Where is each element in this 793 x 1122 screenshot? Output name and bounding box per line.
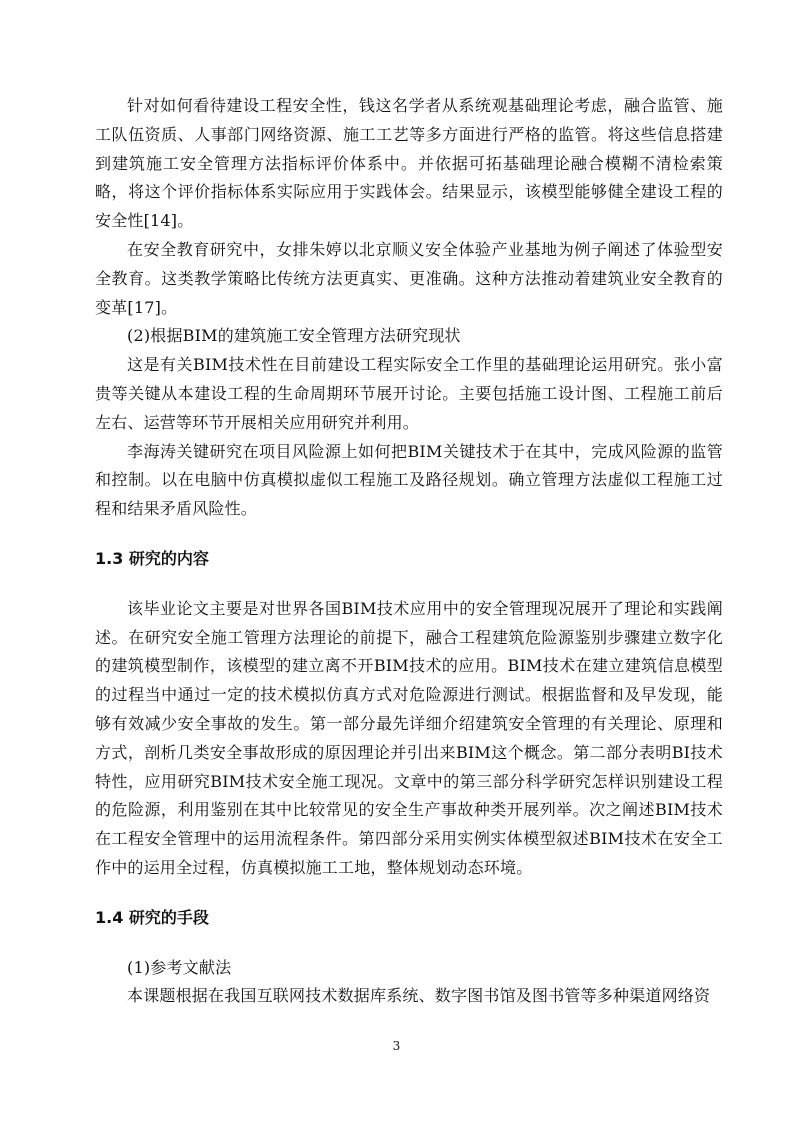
paragraph-research-content: 该毕业论文主要是对世界各国BIM技术应用中的安全管理现况展开了理论和实践阐述。在研究安全施工管理方法理论的前提下，融合工程建筑危险源鉴别步骤建立数字化的建筑模型制作，该模型的建立离不开BIM技术的应用。BIM技术在建立建筑信息模型的过程当中通过一定的技术模拟仿真方式对危险源进行测试。根据监督和及早发现，能够有效减少安全事故的发生。第一部分最先详细介绍建筑安全管理的有关理论、原理和方式，剖析几类安全事故形成的原因理论并引出来BIM这个概念。第二部分表明BI技术特性，应用研究BIM技术安全施工现况。文章中的第三部分科学研究怎样识别建设工程的危险源，利用鉴别在其中比较常见的安全生产事故种类开展列举。次之阐述BIM技术在工程安全管理中的运用流程条件。第四部分采用实例实体模型叙述BIM技术在安全工作中的运用全过程，仿真模拟施工工地，整体规划动态环境。 (95, 598, 723, 877)
subheading-literature-method: (1)参考文献法 (127, 957, 232, 977)
paragraph-safety-evaluation: 针对如何看待建设工程安全性，钱这名学者从系统观基础理论考虑，融合监管、施工队伍资质、人事部门网络资源、施工工艺等多方面进行严格的监管。将这些信息搭建到建筑施工安全管理方法指标评价体系中。并依据可拓基础理论融合模糊不清检索策略，将这个评价指标体系实际应用于实践体会。结果显示，该模型能够健全建设工程的安全性[14]。 (95, 96, 723, 231)
paragraph-bim-lifecycle: 这是有关BIM技术性在目前建设工程实际安全工作里的基础理论运用研究。张小富贵等关键从本建设工程的生命周期环节展开讨论。主要包括施工设计图、工程施工前后左右、运营等环节开展相关应用研究并利用。 (95, 355, 723, 432)
section-heading-1-4: 1.4 研究的手段 (95, 907, 209, 927)
page-number: 3 (392, 1039, 401, 1053)
page-body (95, 92, 723, 1011)
section-heading-1-3: 1.3 研究的内容 (95, 548, 209, 568)
subheading-bim-status: (2)根据BIM的建筑施工安全管理方法研究现状 (127, 326, 461, 346)
paragraph-literature-method: 本课题根据在我国互联网技术数据库系统、数字图书馆及图书管等多种渠道网络资 (127, 986, 711, 1006)
paragraph-risk-source: 李海涛关键研究在项目风险源上如何把BIM关键技术于在其中，完成风险源的监管和控制。以在电脑中仿真模拟虚似工程施工及路径规划。确立管理方法虚似工程施工过程和结果矛盾风险性。 (95, 441, 723, 519)
paragraph-safety-education: 在安全教育研究中，女排朱婷以北京顺义安全体验产业基地为例子阐述了体验型安全教育。这类教学策略比传统方法更真实、更准确。这种方法推动着建筑业安全教育的变革[17]。 (95, 239, 723, 317)
